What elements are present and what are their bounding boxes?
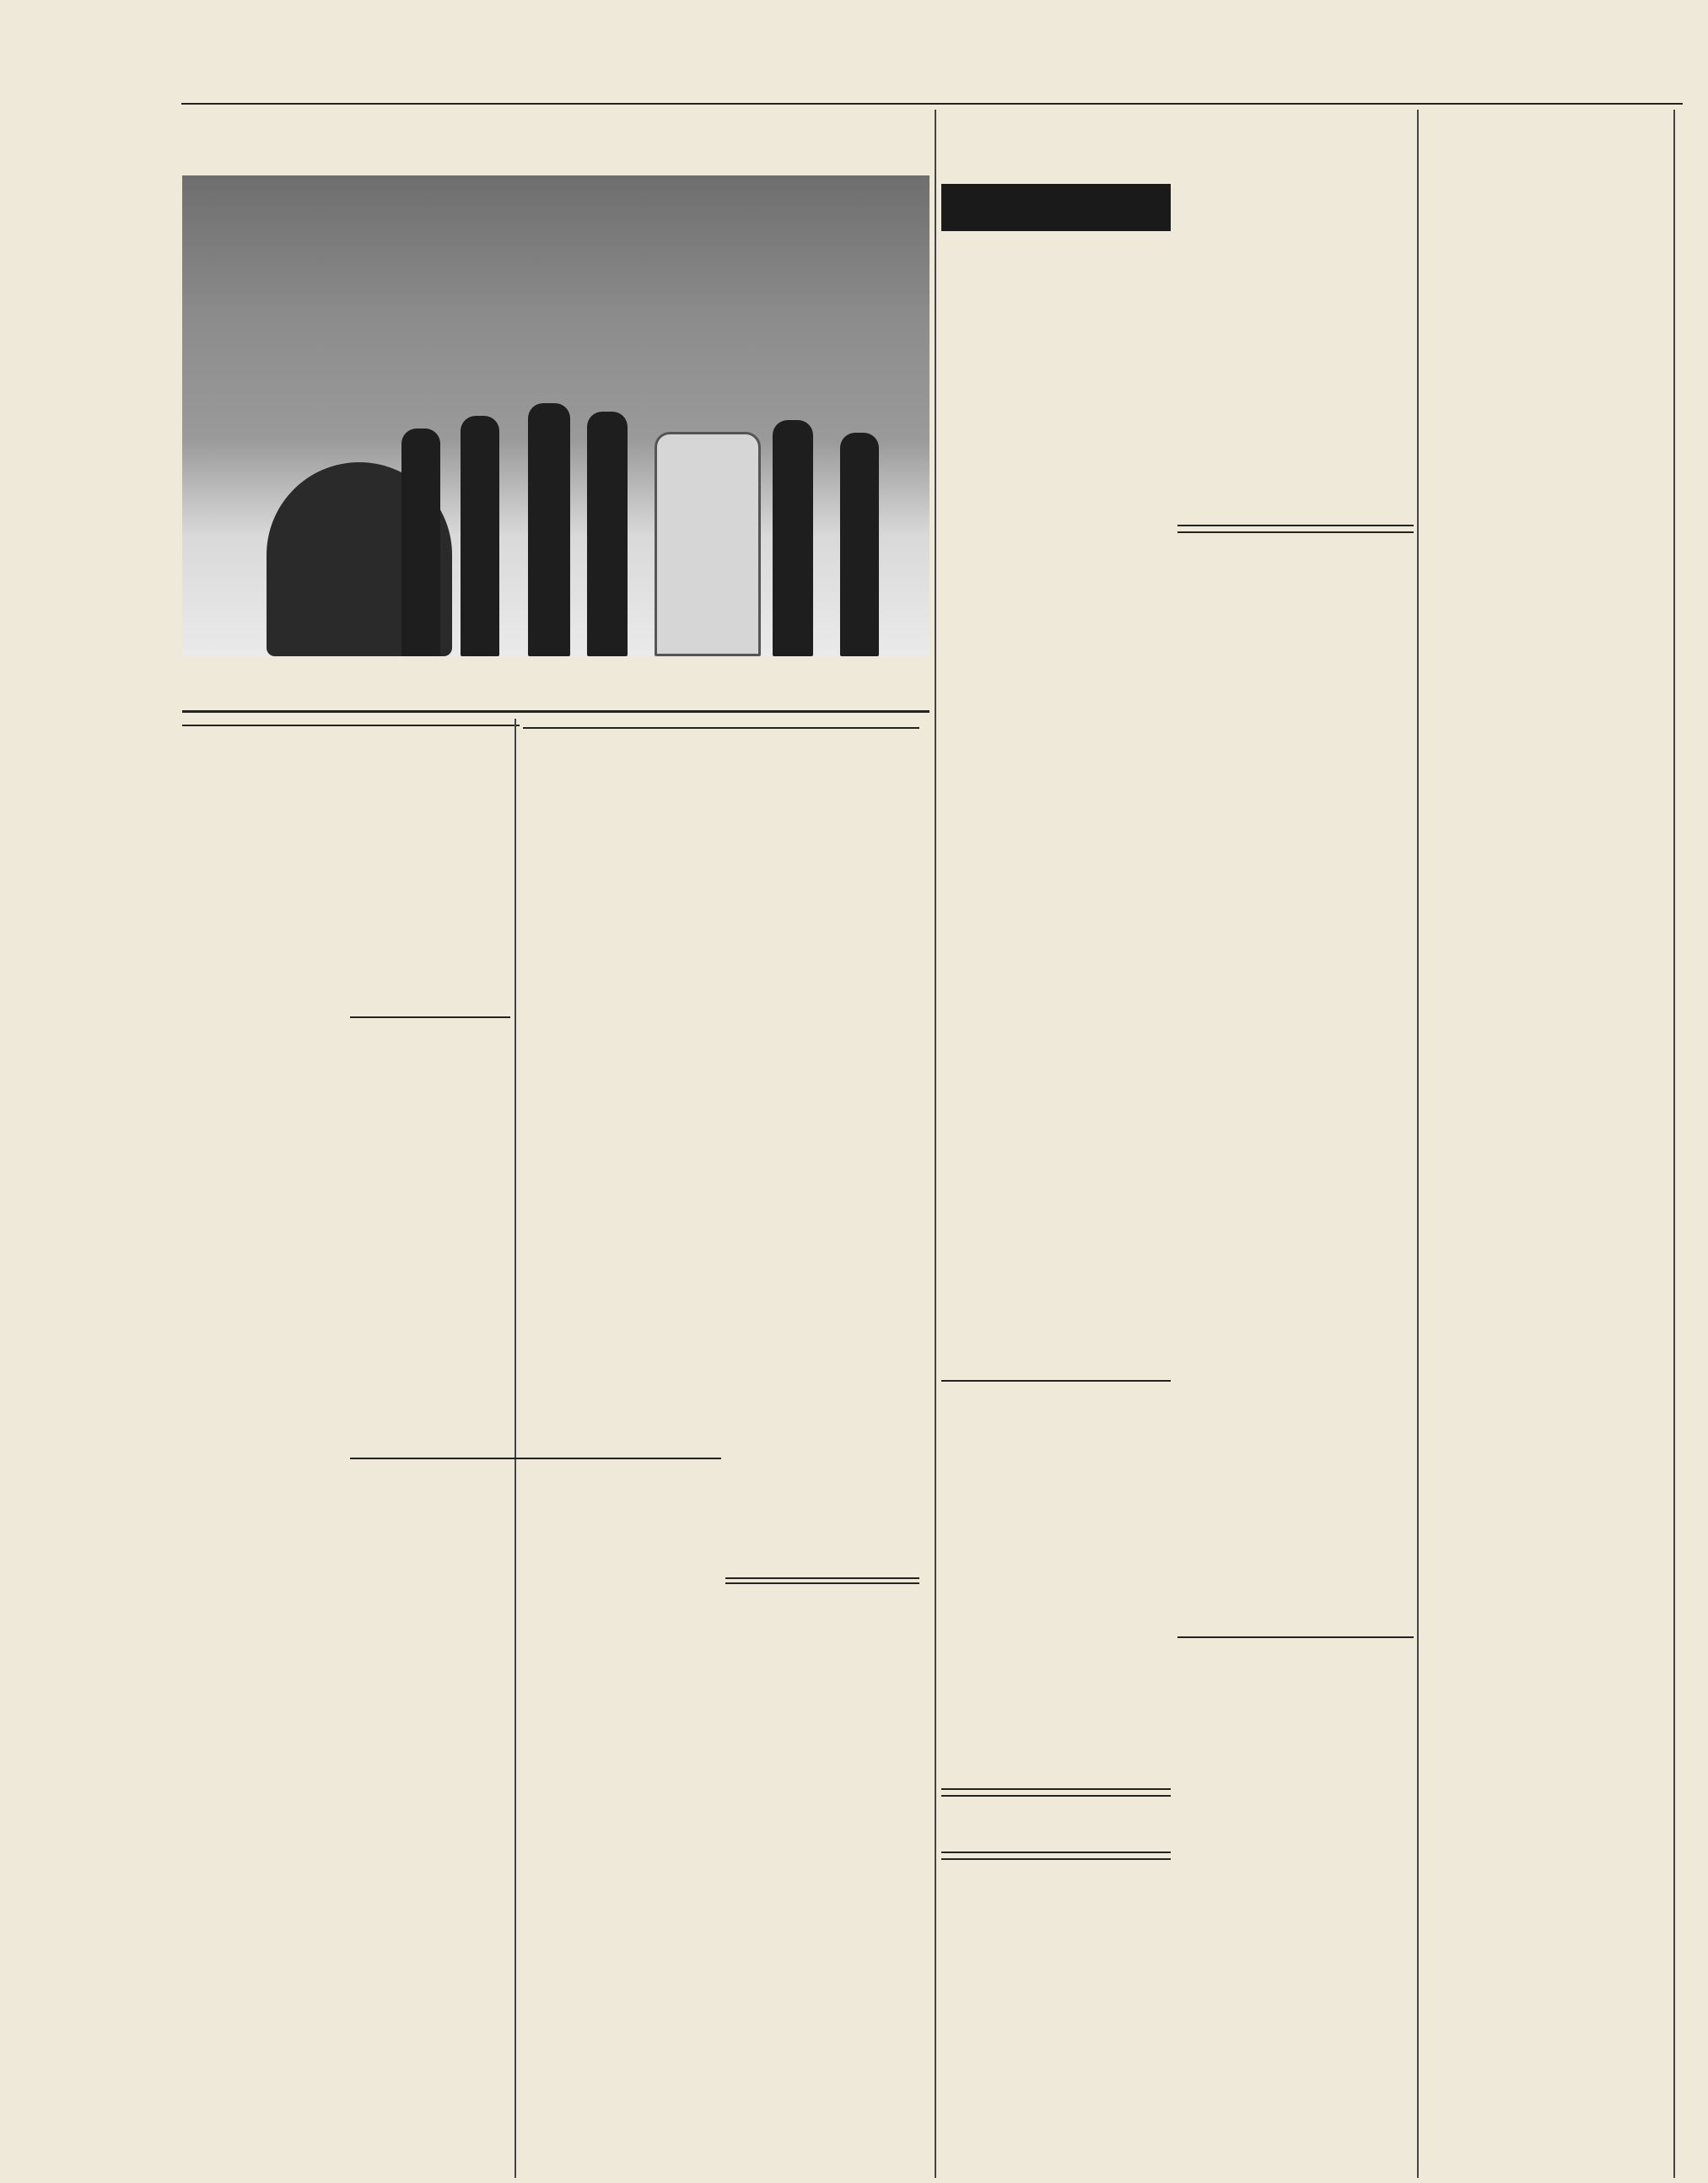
mostra-body (1177, 1712, 1414, 1881)
person-figure (587, 412, 628, 656)
atleti-body (725, 1282, 919, 1569)
radio-title (1177, 525, 1414, 533)
person-figure (528, 403, 570, 656)
oggi-body (941, 1628, 1171, 1780)
column-rule (1673, 110, 1675, 2178)
person-figure (461, 416, 499, 656)
cadetti-kicker (182, 721, 520, 726)
tragico-body (1177, 1927, 1414, 1994)
radio-body (1177, 555, 1414, 1280)
galoppo-results (536, 1822, 721, 1991)
marcia-body-col1 (523, 919, 717, 1341)
person-figure (773, 420, 813, 656)
notiziario-body (725, 1607, 919, 2180)
francia-rule (350, 1458, 721, 1459)
oggi-title (941, 1788, 1171, 1797)
caption-rule (182, 710, 929, 713)
galoppo-body (350, 1927, 519, 2180)
giochera-rule (350, 1016, 510, 1018)
partite-body (536, 2058, 721, 2180)
column-rule (935, 110, 936, 2178)
header-rule (181, 103, 1683, 105)
confessioni-body (1425, 1257, 1665, 2151)
person-figure (840, 433, 879, 656)
teatro-headline-box (941, 184, 1171, 231)
radio-body-cont (1177, 1291, 1414, 1628)
cine-body (941, 1881, 1171, 2180)
notiziario-title (725, 1577, 919, 1584)
sabata-rule (941, 1380, 1171, 1382)
sabata-body (941, 1455, 1171, 1624)
photo-caption (182, 663, 929, 705)
teatro-body (941, 240, 1171, 1371)
cadetti-body-col1 (182, 865, 342, 2180)
cine-title (941, 1852, 1171, 1860)
person-figure (401, 429, 440, 656)
francia-body-col2 (536, 1607, 721, 1809)
francia-body-col1 (350, 1607, 527, 1809)
column-rule (1417, 110, 1419, 2178)
mostra-headline-box (1177, 1636, 1414, 1677)
marcia-kicker (523, 724, 919, 729)
marcia-body-col2 (725, 919, 919, 1223)
formica-body (1177, 2104, 1414, 2131)
jump-obstacle (655, 432, 761, 656)
vergilius-body (1425, 810, 1665, 1223)
cadetti-body-col2 (350, 865, 510, 1012)
nevicata-body (1177, 2038, 1414, 2078)
news-photo (182, 175, 929, 656)
libri-section-title (1422, 113, 1668, 157)
programmi-body (1177, 182, 1414, 520)
giochera-body (350, 1115, 510, 1453)
